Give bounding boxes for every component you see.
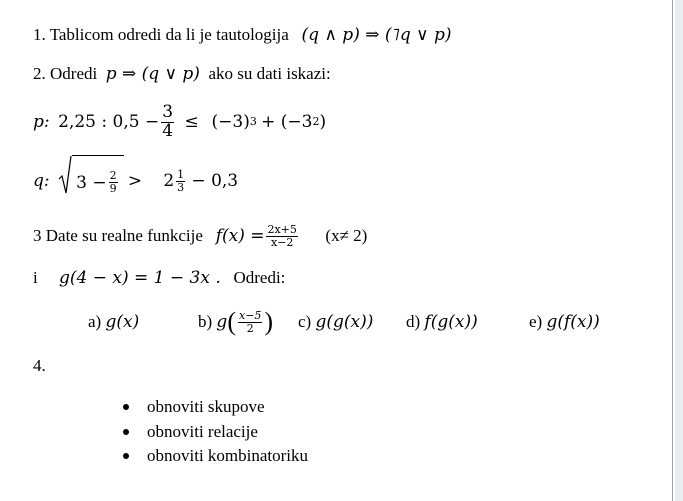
q-sqrt bbox=[58, 155, 123, 208]
q-mix-num: 1 bbox=[177, 167, 185, 181]
p-right-1: (−3) bbox=[211, 112, 250, 132]
bullet-icon bbox=[123, 429, 129, 435]
task1-line bbox=[33, 25, 452, 45]
part-c-expr: g(g(x)) bbox=[315, 312, 374, 332]
part-b-close-paren: ) bbox=[264, 307, 274, 336]
p-frac-den: 4 bbox=[162, 120, 174, 141]
odredi-label: Odredi: bbox=[233, 268, 286, 287]
task4-label: 4. bbox=[33, 356, 46, 375]
part-b bbox=[198, 304, 273, 340]
q-relation: > bbox=[127, 171, 143, 191]
part-b-den: 2 bbox=[246, 321, 254, 335]
q-whole: 2 bbox=[163, 171, 175, 191]
task3-text: 3 Date su realne funkcije bbox=[33, 226, 203, 245]
window-scroll-gutter bbox=[675, 0, 683, 501]
part-a-label: a) bbox=[88, 312, 102, 331]
part-d bbox=[406, 304, 478, 340]
q-rad-fraction bbox=[109, 170, 118, 194]
task1-formula: (q ∧ p) ⇒ (˥q ∨ p) bbox=[301, 25, 452, 45]
q-tail: − 0,3 bbox=[191, 171, 239, 191]
part-b-num: x−5 bbox=[238, 308, 262, 322]
task2-text-a: 2. Odredi bbox=[33, 64, 98, 83]
task4-item-2: obnoviti relacije bbox=[147, 422, 258, 441]
g-line bbox=[33, 268, 285, 288]
part-b-fraction bbox=[238, 310, 262, 334]
part-b-g: g bbox=[216, 312, 228, 332]
f-def: f(x) = bbox=[215, 226, 265, 246]
q-rad-a: 3 − bbox=[76, 172, 107, 193]
part-e bbox=[529, 304, 600, 340]
part-e-label: e) bbox=[529, 312, 543, 331]
part-b-open-paren: ( bbox=[227, 307, 236, 336]
f-condition: (x≠ 2) bbox=[325, 226, 368, 245]
part-a-expr: g(x) bbox=[105, 312, 140, 332]
part-c bbox=[298, 304, 373, 340]
q-rad-num: 2 bbox=[109, 169, 117, 183]
p-right-2: + (−3 bbox=[261, 112, 313, 132]
task1-text: 1. Tablicom odredi da li je tautologija bbox=[33, 25, 289, 44]
q-mixed-fraction bbox=[176, 169, 185, 193]
p-close: ) bbox=[319, 112, 327, 132]
q-label: q: bbox=[33, 171, 50, 191]
q-radicand bbox=[72, 155, 123, 208]
p-label: p: bbox=[33, 112, 50, 132]
q-rad-den: 9 bbox=[109, 182, 117, 195]
p-left-expr: 2,25 : 0,5 − bbox=[58, 112, 160, 132]
g-def: g(4 − x) = 1 − 3x . bbox=[58, 268, 221, 288]
task3-line bbox=[33, 218, 367, 254]
bullet-icon bbox=[123, 404, 129, 410]
part-a bbox=[88, 304, 139, 340]
f-den: x−2 bbox=[270, 235, 294, 249]
f-fraction bbox=[266, 224, 297, 248]
p-statement bbox=[33, 100, 326, 144]
p-fraction bbox=[161, 101, 174, 141]
part-d-expr: f(g(x)) bbox=[424, 312, 478, 332]
p-relation: ≤ bbox=[184, 112, 199, 132]
page-edge bbox=[672, 0, 673, 501]
task4-item-3: obnoviti kombinatoriku bbox=[147, 446, 309, 465]
part-d-label: d) bbox=[406, 312, 421, 331]
task2-text-b: ako su dati iskazi: bbox=[208, 64, 331, 83]
task4-item-1: obnoviti skupove bbox=[147, 397, 265, 416]
p-frac-num: 3 bbox=[162, 101, 174, 122]
part-c-label: c) bbox=[298, 312, 312, 331]
p-exp-2: 2 bbox=[312, 115, 320, 128]
radical-sign bbox=[58, 155, 72, 195]
p-exp-1: 3 bbox=[249, 115, 257, 128]
f-num: 2x+5 bbox=[267, 222, 297, 236]
task2-line bbox=[33, 64, 331, 84]
i-label: i bbox=[33, 268, 38, 287]
q-statement bbox=[33, 158, 238, 204]
task2-formula: p ⇒ (q ∨ p) bbox=[105, 64, 200, 84]
part-e-expr: g(f(x)) bbox=[546, 312, 600, 332]
bullet-icon bbox=[123, 453, 129, 459]
q-mix-den: 3 bbox=[177, 180, 185, 194]
part-b-label: b) bbox=[198, 312, 213, 331]
